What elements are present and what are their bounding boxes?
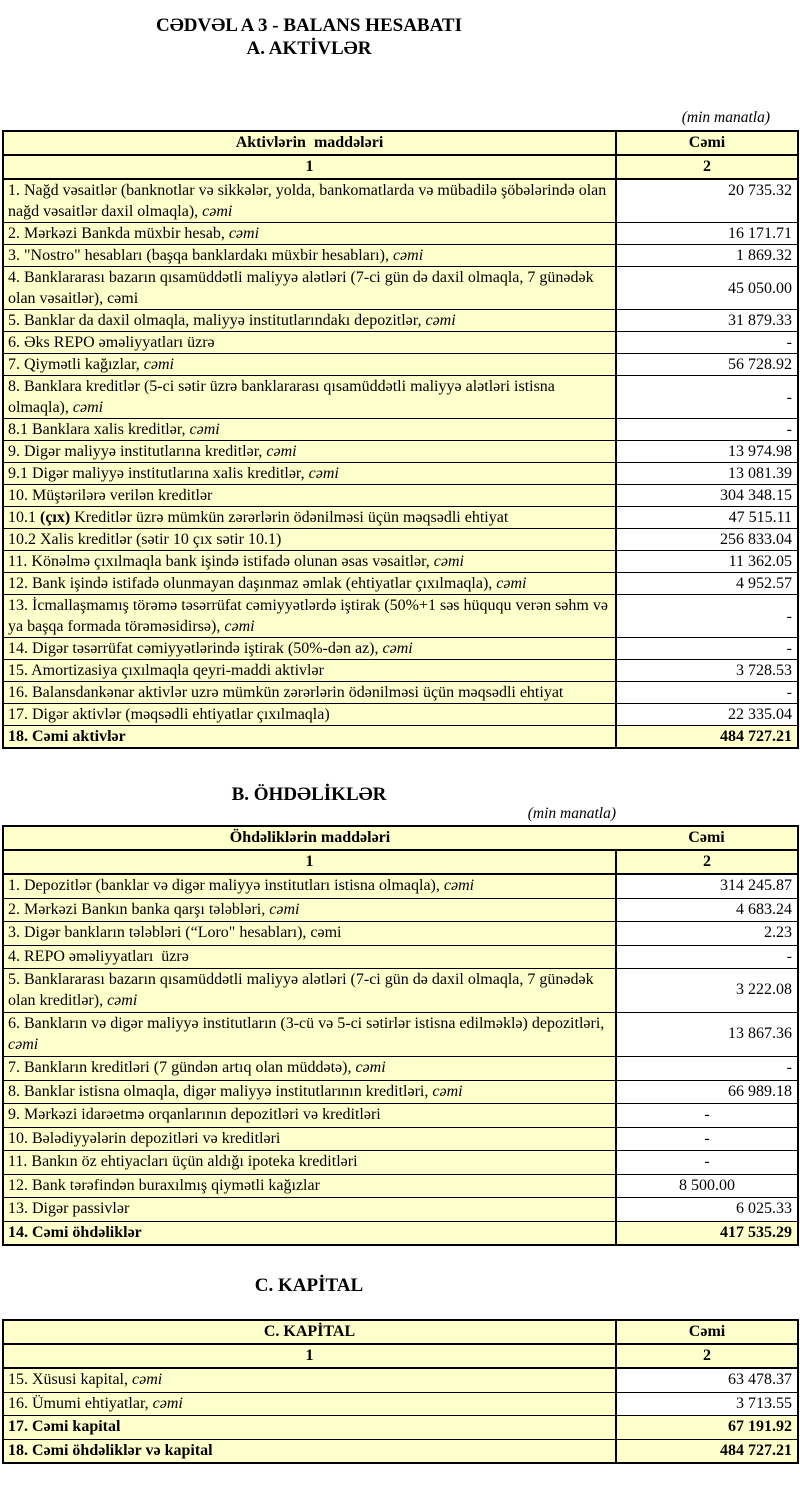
liabilities-subheader-col1: 1: [3, 850, 616, 874]
table-row: [3, 1080, 798, 1104]
row-label: 18. Cəmi aktivlər: [3, 726, 616, 749]
row-label: 8. Banklara kreditlər (5-ci sətir üzrə banklararası qısamüddətli maliyyə alətləri istisna olmaqla), cəmi: [3, 376, 616, 419]
table-row: [3, 267, 798, 310]
liabilities-subheader-row: [3, 850, 798, 874]
row-label: 13. İcmallaşmamış törəmə təsərrüfat cəmiyyətlərdə iştirak (50%+1 səs hüququ verən səhm və ya başqa formada törəməsidirsə), cəmi: [3, 595, 616, 638]
table-row: [3, 704, 798, 726]
row-label: 9. Digər maliyyə institutlarına kreditlər, cəmi: [3, 441, 616, 463]
row-label: 4. Banklararası bazarın qısamüddətli maliyyə alətləri (7-ci gün də daxil olmaqla, 7 günədək olan vəsaitlər), cəmi: [3, 267, 616, 310]
row-value: 6 025.33: [616, 1198, 798, 1222]
row-value: 304 348.15: [616, 485, 798, 507]
row-label: 12. Bank tərəfindən buraxılmış qiymətli kağızlar: [3, 1174, 616, 1198]
capital-header-col2: Cəmi: [616, 1320, 798, 1344]
table-row: [3, 507, 798, 529]
row-label: 17. Cəmi kapital: [3, 1416, 616, 1440]
row-value: 63 478.37: [616, 1368, 798, 1392]
table-row: [3, 1057, 798, 1081]
row-value: 2.23: [616, 922, 798, 946]
row-value: 11 362.05: [616, 551, 798, 573]
table-row: [3, 1127, 798, 1151]
row-label: 16. Ümumi ehtiyatlar, cəmi: [3, 1392, 616, 1416]
row-value: 4 683.24: [616, 898, 798, 922]
assets-header-col2: Cəmi: [616, 131, 798, 155]
row-value: 22 335.04: [616, 704, 798, 726]
table-row: [3, 332, 798, 354]
table-row: [3, 660, 798, 682]
table-row: [3, 529, 798, 551]
table-row: [3, 310, 798, 332]
row-label: 11. Bankın öz ehtiyacları üçün aldığı ipoteka kreditləri: [3, 1151, 616, 1175]
row-label: 15. Xüsusi kapital, cəmi: [3, 1368, 616, 1392]
row-value: 3 713.55: [616, 1392, 798, 1416]
row-label: 14. Digər təsərrüfat cəmiyyətlərində iştirak (50%-dən az), cəmi: [3, 638, 616, 660]
capital-subheader-row: [3, 1344, 798, 1368]
row-value: 13 867.36: [616, 1013, 798, 1057]
row-label: 8.1 Banklara xalis kreditlər, cəmi: [3, 419, 616, 441]
row-label: 8. Banklar istisna olmaqla, digər maliyyə institutlarının kreditləri, cəmi: [3, 1080, 616, 1104]
row-value: 67 191.92: [616, 1416, 798, 1440]
row-value: -: [616, 595, 798, 638]
table-row: [3, 1392, 798, 1416]
row-value: 1 869.32: [616, 245, 798, 267]
table-row: [3, 1368, 798, 1392]
row-value: 31 879.33: [616, 310, 798, 332]
table-row: [3, 223, 798, 245]
row-value: 13 974.98: [616, 441, 798, 463]
capital-subheader-col1: 1: [3, 1344, 616, 1368]
table-row: [3, 1151, 798, 1175]
assets-subheader-col1: 1: [3, 155, 616, 179]
table-row: [3, 485, 798, 507]
row-value: -: [616, 1151, 798, 1175]
row-value: -: [616, 1104, 798, 1128]
row-label: 10. Müştərilərə verilən kreditlər: [3, 485, 616, 507]
row-label: 16. Balansdankənar aktivlər uzrə mümkün zərərlərin ödənilməsi üçün məqsədli ehtiyat: [3, 682, 616, 704]
row-value: -: [616, 1127, 798, 1151]
row-label: 5. Banklar da daxil olmaqla, maliyyə institutlarındakı depozitlər, cəmi: [3, 310, 616, 332]
row-value: 56 728.92: [616, 354, 798, 376]
capital-subheader-col2: 2: [616, 1344, 798, 1368]
unit-note-liabilities: (min manatla): [527, 805, 616, 822]
section-title-liabilities: B. ÖHDƏLİKLƏR: [231, 784, 387, 805]
table-row: [3, 463, 798, 485]
row-value: 66 989.18: [616, 1080, 798, 1104]
row-value: 47 515.11: [616, 507, 798, 529]
liabilities-subheader-col2: 2: [616, 850, 798, 874]
table-row: [3, 354, 798, 376]
row-label: 18. Cəmi öhdəliklər və kapital: [3, 1439, 616, 1463]
table-row: [3, 1174, 798, 1198]
row-value: 314 245.87: [616, 874, 798, 898]
row-value: 3 222.08: [616, 969, 798, 1013]
row-label: 15. Amortizasiya çıxılmaqla qeyri-maddi aktivlər: [3, 660, 616, 682]
row-value: -: [616, 945, 798, 969]
table-row: [3, 1013, 798, 1057]
row-label: 7. Qiymətli kağızlar, cəmi: [3, 354, 616, 376]
table-row: [3, 573, 798, 595]
table-row: [3, 726, 798, 749]
row-label: 14. Cəmi öhdəliklər: [3, 1221, 616, 1245]
row-label: 17. Digər aktivlər (məqsədli ehtiyatlar çıxılmaqla): [3, 704, 616, 726]
table-row: [3, 595, 798, 638]
assets-header-col1: Aktivlərin maddələri: [3, 131, 616, 155]
document-title: [0, 14, 618, 60]
row-label: 10.1 (çıx) Kreditlər üzrə mümkün zərərlərin ödənilməsi üçün məqsədli ehtiyat: [3, 507, 616, 529]
table-row: [3, 1104, 798, 1128]
table-row: [3, 1439, 798, 1463]
row-value: 20 735.32: [616, 179, 798, 223]
row-label: 6. Bankların və digər maliyyə institutların (3-cü və 5-ci sətirlər istisna edilməklə) depozitləri, cəmi: [3, 1013, 616, 1057]
row-value: -: [616, 682, 798, 704]
assets-subheader-row: [3, 155, 798, 179]
row-label: 5. Banklararası bazarın qısamüddətli maliyyə alətləri (7-ci gün də daxil olmaqla, 7 günədək olan kreditlər), cəmi: [3, 969, 616, 1013]
section-title-capital: C. KAPİTAL: [254, 1275, 364, 1296]
liabilities-header-col1: Öhdəliklərin maddələri: [3, 826, 616, 850]
row-label: 4. REPO əməliyyatları üzrə: [3, 945, 616, 969]
table-row: [3, 376, 798, 419]
row-value: 8 500.00: [616, 1174, 798, 1198]
row-label: 10.2 Xalis kreditlər (sətir 10 çıx sətir 10.1): [3, 529, 616, 551]
table-row: [3, 682, 798, 704]
row-value: -: [616, 1057, 798, 1081]
table-row: [3, 419, 798, 441]
row-label: 9. Mərkəzi idarəetmə orqanlarının depozitləri və kreditləri: [3, 1104, 616, 1128]
table-row: [3, 1416, 798, 1440]
assets-table: [2, 130, 799, 749]
table-row: [3, 245, 798, 267]
table-row: [3, 638, 798, 660]
table-row: [3, 551, 798, 573]
row-label: 13. Digər passivlər: [3, 1198, 616, 1222]
row-value: 13 081.39: [616, 463, 798, 485]
row-value: 45 050.00: [616, 267, 798, 310]
row-label: 1. Nağd vəsaitlər (banknotlar və sikkələr, yolda, bankomatlarda və mübadilə şöbələrində olan nağd vəsaitlər daxil olmaqla), cəmi: [3, 179, 616, 223]
row-label: 11. Könəlmə çıxılmaqla bank işində istifadə olunan əsas vəsaitlər, cəmi: [3, 551, 616, 573]
row-value: 3 728.53: [616, 660, 798, 682]
liabilities-table: [2, 825, 799, 1246]
row-label: 10. Bələdiyyələrin depozitləri və kreditləri: [3, 1127, 616, 1151]
row-label: 2. Mərkəzi Bankda müxbir hesab, cəmi: [3, 223, 616, 245]
row-label: 3. "Nostro" hesabları (başqa banklardakı müxbir hesabları), cəmi: [3, 245, 616, 267]
table-row: [3, 1198, 798, 1222]
table-row: [3, 922, 798, 946]
row-label: 12. Bank işində istifadə olunmayan daşınmaz əmlak (ehtiyatlar çıxılmaqla), cəmi: [3, 573, 616, 595]
section-title-a: A. AKTİVLƏR: [246, 38, 372, 59]
row-value: 256 833.04: [616, 529, 798, 551]
row-value: -: [616, 638, 798, 660]
capital-header-col1: C. KAPİTAL: [3, 1320, 616, 1344]
table-row: [3, 179, 798, 223]
row-value: 4 952.57: [616, 573, 798, 595]
row-value: 417 535.29: [616, 1221, 798, 1245]
row-label: 3. Digər bankların tələbləri (“Loro" hesabları), cəmi: [3, 922, 616, 946]
row-label: 2. Mərkəzi Bankın banka qarşı tələbləri, cəmi: [3, 898, 616, 922]
table-row: [3, 898, 798, 922]
row-value: 484 727.21: [616, 1439, 798, 1463]
document-title-line1: CƏDVƏL A 3 - BALANS HESABATI: [156, 15, 462, 36]
table-row: [3, 969, 798, 1013]
row-value: -: [616, 376, 798, 419]
table-row: [3, 945, 798, 969]
row-label: 7. Bankların kreditləri (7 gündən artıq olan müddətə), cəmi: [3, 1057, 616, 1081]
capital-table: [2, 1319, 799, 1464]
row-label: 9.1 Digər maliyyə institutlarına xalis kreditlər, cəmi: [3, 463, 616, 485]
table-row: [3, 874, 798, 898]
row-value: 16 171.71: [616, 223, 798, 245]
assets-header-row: [3, 131, 798, 155]
row-value: 484 727.21: [616, 726, 798, 749]
row-value: -: [616, 332, 798, 354]
row-label: 6. Əks REPO əməliyyatları üzrə: [3, 332, 616, 354]
liabilities-header-row: [3, 826, 798, 850]
table-row: [3, 1221, 798, 1245]
assets-subheader-col2: 2: [616, 155, 798, 179]
capital-header-row: [3, 1320, 798, 1344]
liabilities-header-col2: Cəmi: [616, 826, 798, 850]
table-row: [3, 441, 798, 463]
row-label: 1. Depozitlər (banklar və digər maliyyə institutları istisna olmaqla), cəmi: [3, 874, 616, 898]
unit-note-assets: (min manatla): [681, 109, 770, 126]
row-value: -: [616, 419, 798, 441]
